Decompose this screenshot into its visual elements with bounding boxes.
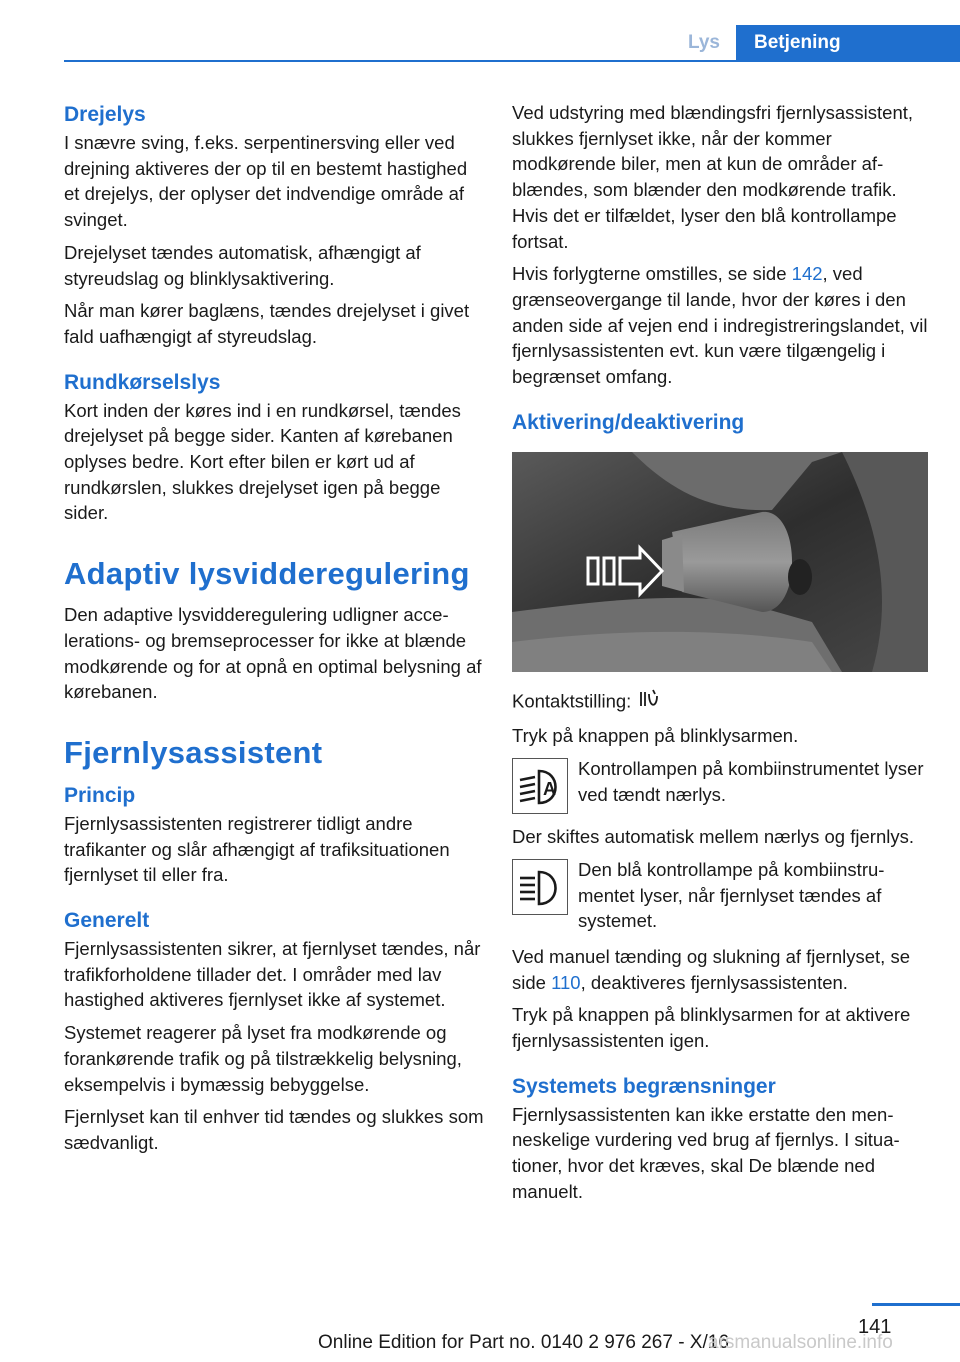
heading-systemets-begraensninger: Systemets begrænsninger xyxy=(512,1074,776,1098)
paragraph: Den adaptive lysvidderegulering udligner accelerations- og bremseprocesser for ikke at blænde modkørende og for at opnå en optimal belysning af kørebanen. xyxy=(64,604,482,703)
svg-text:A: A xyxy=(543,779,556,800)
paragraph: Fjernlysassistenten registrerer tidligt andre trafikanter og slår afhængigt af trafiksituationen fjernlyset til eller fra. xyxy=(64,812,450,886)
paragraph-forlygter xyxy=(512,261,932,390)
paragraph: Drejelyset tændes automatisk, afhængigt af styreudslag og blinklysaktivering. xyxy=(64,241,421,289)
paragraph: Tryk på knappen på blinklysarmen for at aktivere fjernlysassistenten igen. xyxy=(512,1004,911,1052)
page-link-142[interactable]: 142 xyxy=(791,263,823,285)
paragraph: Fjernlyset kan til enhver tid tændes og slukkes som sædvanligt. xyxy=(64,1106,484,1153)
turn-signal-lever-photo xyxy=(512,452,928,672)
high-beam-indicator-icon xyxy=(512,859,568,915)
text-run: Hvis forlygterne omstilles, se side xyxy=(512,263,792,285)
text-run: Ved manuel tænding og slukning af fjernlyset, se side xyxy=(512,945,910,993)
paragraph: Kort inden der køres ind i en rundkørsel, tændes drejelyset på begge sider. Kanten af kørebanen oplyses bedre. Kort efter bilen er kørt ud af rundkørslen, slukkes drejelyset igen på begge sider. xyxy=(64,399,461,524)
edition-footer: Online Edition for Part no. 0140 2 976 267 - X/16 xyxy=(318,1332,729,1353)
page-number-rule xyxy=(872,1303,960,1306)
page-number: 141 xyxy=(858,1316,892,1338)
contact-position-line xyxy=(512,688,932,717)
paragraph: Der skiftes automatisk mellem nærlys og fjernlys. xyxy=(512,826,914,848)
paragraph: I snævre sving, f.eks. serpentinersving eller ved drejning aktiveres der op til en bestemt hastighed et drejelys, der oplyser det indvendige område af svinget. xyxy=(64,132,468,231)
watermark: arsmanualsonline.info xyxy=(708,1332,893,1353)
text-run: , deaktiveres fjernlysassistenten. xyxy=(580,971,848,993)
paragraph: Tryk på knappen på blinklysarmen. xyxy=(512,725,799,747)
text-run: , ved grænseovergange til lande, hvor der køres i den anden side af vejen end i indregistreringslandet, vil fjernlysassistenten evt. kun være tilgængelig i begrænset omfang. xyxy=(512,263,928,388)
lever-illustration xyxy=(512,452,928,672)
paragraph: Ved udstyring med blændingsfri fjernlysassistent, slukkes fjernlyset ikke, når der kommer modkørende biler, men at kun de områder afblændes, som blænder den modkørende trafik. Hvis det er tilfældet, lyser den blå kontrollampe fortsat. xyxy=(512,102,914,252)
heading-generelt: Generelt xyxy=(64,909,150,933)
left-column xyxy=(64,100,486,1163)
indicator-highbeam-text: Den blå kontrollampe på kombiinstrumentet lyser, når fjernlyset tændes af systemet. xyxy=(578,858,885,932)
right-column xyxy=(512,100,932,1212)
paragraph: Når man kører baglæns, tændes drejelyset i givet fald uafhængigt af styreudslag. xyxy=(64,300,470,347)
paragraph: Systemet reagerer på lyset fra modkørende og forankørende trafik og på tilstrækkelig belysning, eksempelvis i bymæssig bebyggelse. xyxy=(64,1022,462,1095)
page-link-110[interactable]: 110 xyxy=(551,971,581,993)
contact-label: Kontaktstilling: xyxy=(512,689,632,711)
header-section-tab: Lys xyxy=(687,32,721,53)
header-chapter-tab: Betjening xyxy=(736,25,960,61)
paragraph: Fjernlysassistenten kan ikke erstatte den menneskelige vurdering ved brug af fjernlys. I situationer, hvor det kræves, skal De blænde ned manuelt. xyxy=(512,1103,900,1202)
paragraph: Fjernlysassistenten sikrer, at fjernlyset tændes, når trafikforholdene tillader det. I områder med lav hastighed aktiveres fjernlyset ikke af systemet. xyxy=(64,938,481,1011)
heading-adaptiv-lysvidderegulering: Adaptiv lysvidderegulering xyxy=(64,556,470,592)
indicator-highbeam-row xyxy=(512,857,932,934)
ignition-contact-icon xyxy=(637,688,659,717)
heading-aktivering: Aktivering/deaktivering xyxy=(512,410,745,434)
heading-drejelys: Drejelys xyxy=(64,103,146,126)
paragraph-manuel xyxy=(512,944,932,995)
heading-princip: Princip xyxy=(64,783,136,807)
heading-rundkoerselslys: Rundkørselslys xyxy=(64,370,221,394)
low-beam-assist-indicator-icon xyxy=(512,758,568,814)
indicator-lowbeam-text: Kontrollampen på kombiinstrumentet lyser ved tændt nærlys. xyxy=(578,758,924,805)
indicator-lowbeam-row xyxy=(512,756,932,814)
heading-fjernlysassistent: Fjernlysassistent xyxy=(64,734,323,770)
